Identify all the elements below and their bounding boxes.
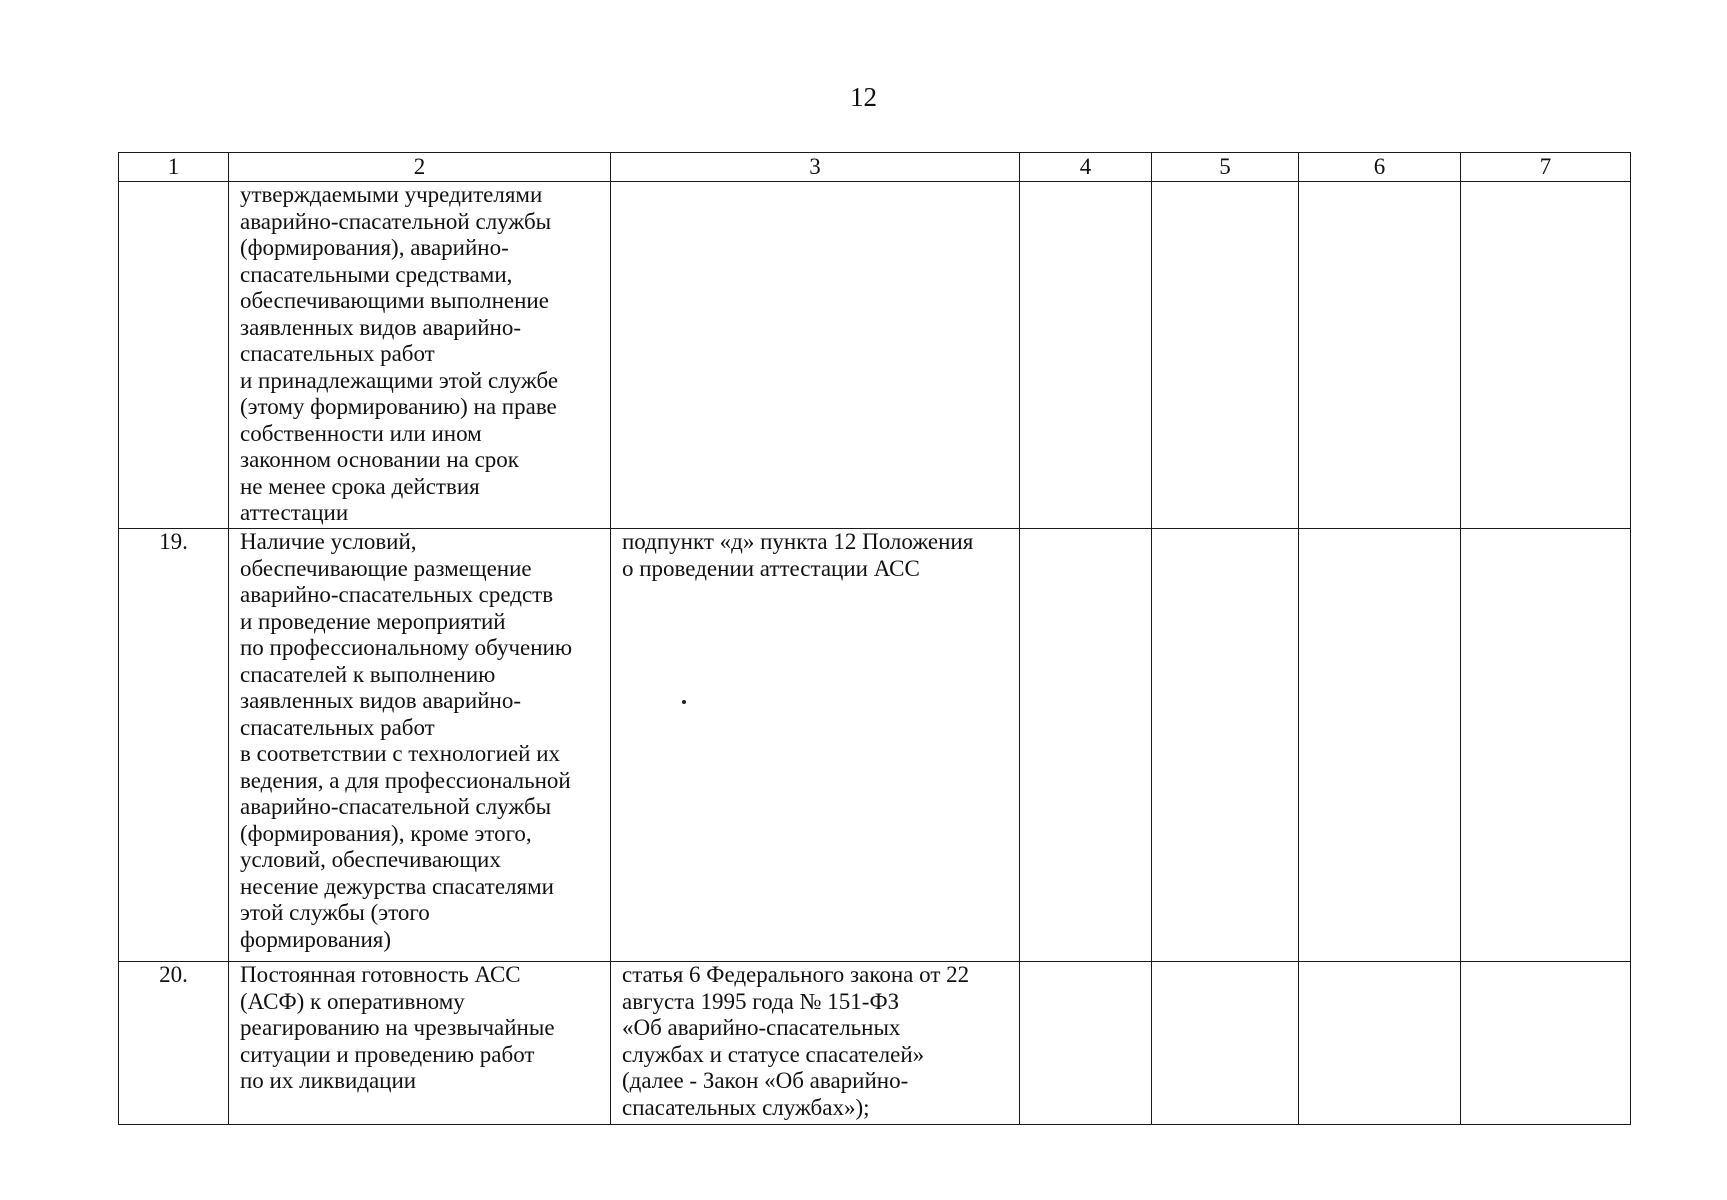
column-header-4: 4 [1020,153,1152,182]
column-header-1: 1 [119,153,229,182]
requirement-line: этой службы (этого [240,900,430,925]
legal-basis-line: (далее - Закон «Об аварийно- [622,1068,909,1093]
column-7-cell [1461,182,1631,529]
legal-basis-line: «Об аварийно-спасательных [622,1015,901,1040]
legal-basis-line: спасательных службах»); [622,1094,870,1120]
legal-basis-cell [611,529,1020,962]
column-header-5: 5 [1152,153,1299,182]
column-5-cell [1152,182,1299,529]
column-6-cell [1299,182,1461,529]
column-4-cell [1020,182,1152,529]
requirement-line: и проведение мероприятий [240,608,506,634]
legal-basis-cell [611,962,1020,1125]
requirement-line: спасательных работ [240,341,435,366]
column-4-cell [1020,962,1152,1125]
legal-basis-line: службах и статусе спасателей» [622,1041,925,1067]
requirement-line: (формирования), кроме этого, [240,820,532,846]
requirement-line: спасательными средствами, [240,261,513,287]
requirement-line: заявленных видов аварийно- [240,314,521,340]
column-6-cell [1299,529,1461,962]
column-header-7: 7 [1461,153,1631,182]
requirement-cell [229,182,611,529]
requirement-line: ведения, а для профессиональной [240,767,571,793]
table-row [119,962,1631,1125]
requirements-table [118,152,1631,1125]
page-number: 12 [850,82,877,112]
table-row [119,182,1631,529]
requirement-line: аварийно-спасательной службы [240,794,552,819]
column-header-2: 2 [229,153,611,182]
requirement-line: собственности или ином [240,420,482,446]
table-row [119,529,1631,962]
requirement-line: законном основании на срок [240,447,519,472]
requirement-line: в соответствии с технологией их [240,741,561,766]
requirement-line: обеспечивающими выполнение [240,288,549,313]
column-5-cell [1152,962,1299,1125]
legal-basis-cell [611,182,1020,529]
requirement-line: не менее срока действия [240,473,480,499]
scan-speck [682,700,686,704]
requirement-line: и принадлежащими этой службе [240,367,559,393]
column-header-3: 3 [611,153,1020,182]
requirement-line: заявленных видов аварийно- [240,688,521,713]
requirement-line: (этому формированию) на праве [240,394,557,419]
requirement-line: по профессиональному обучению [240,635,573,660]
column-5-cell [1152,529,1299,962]
legal-basis-line: августа 1995 года № 151-ФЗ [622,988,900,1014]
requirement-line: спасателей к выполнению [240,661,496,687]
requirement-line: по их ликвидации [240,1068,417,1093]
table-header-row [119,153,1631,182]
row-number-cell: 19. [119,529,229,962]
legal-basis-line: подпункт «д» пункта 12 Положения [622,529,974,554]
column-7-cell [1461,529,1631,962]
column-header-6: 6 [1299,153,1461,182]
requirement-line: реагированию на чрезвычайные [240,1015,555,1040]
column-6-cell [1299,962,1461,1125]
requirement-line: Постоянная готовность АСС [240,962,521,987]
requirement-line: спасательных работ [240,714,435,740]
requirement-cell [229,529,611,962]
requirement-line: (формирования), аварийно- [240,235,509,260]
column-7-cell [1461,962,1631,1125]
requirement-line: утверждаемыми учредителями [240,182,543,207]
requirement-line: аварийно-спасательной службы [240,208,552,234]
requirement-line: несение дежурства спасателями [240,873,554,899]
column-4-cell [1020,529,1152,962]
requirement-line: (АСФ) к оперативному [240,988,465,1014]
requirement-line: условий, обеспечивающих [240,847,501,872]
row-number-cell [119,182,229,529]
legal-basis-line: статья 6 Федерального закона от 22 [622,962,970,987]
requirement-line: аттестации [240,500,349,525]
requirement-line: ситуации и проведению работ [240,1041,535,1067]
requirement-line: обеспечивающие размещение [240,555,532,581]
legal-basis-line: о проведении аттестации АСС [622,555,920,581]
requirement-line: аварийно-спасательных средств [240,582,554,607]
row-number-cell: 20. [119,962,229,1125]
requirement-cell [229,962,611,1125]
requirement-line: формирования) [240,926,392,952]
requirement-line: Наличие условий, [240,529,417,554]
